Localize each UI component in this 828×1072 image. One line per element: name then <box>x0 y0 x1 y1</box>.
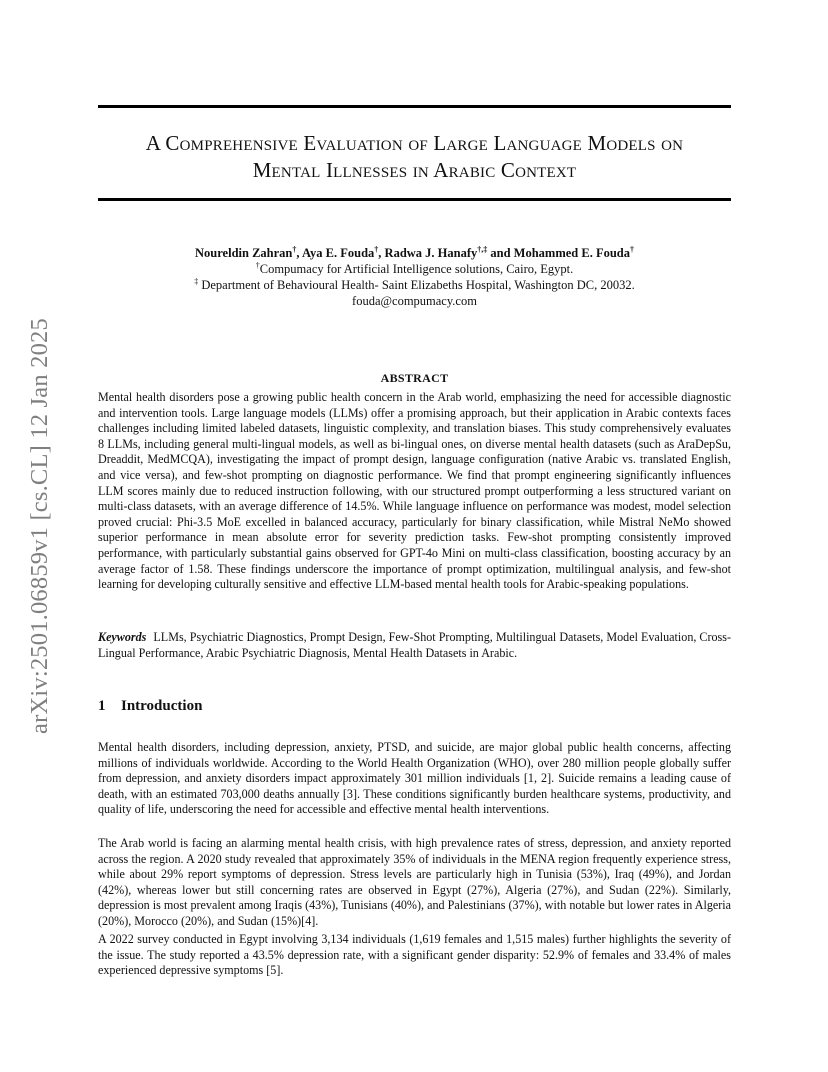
affiliation-mark: †,‡ <box>477 244 488 254</box>
keywords-text: LLMs, Psychiatric Diagnostics, Prompt Design, Few-Shot Prompting, Multilingual Datasets, Model Evaluation, Cross-Lingual Performance, Arabic Psychiatric Diagnosis, Mental Health Datasets in Arabic. <box>98 630 732 660</box>
contact-email[interactable]: fouda@compumacy.com <box>352 294 477 308</box>
author-block <box>98 245 731 309</box>
keywords-label: Keywords <box>98 630 147 644</box>
author-name: Radwa J. Hanafy <box>384 246 478 260</box>
affiliation-mark: † <box>630 244 634 254</box>
abstract-text: Mental health disorders pose a growing public health concern in the Arab world, emphasizing the need for accessible diagnostic and intervention tools. Large language models (LLMs) offer a promising approach, but their application in Arabic contexts faces challenges including limited labeled datasets, linguistic complexity, and translation biases. This study comprehensively evaluates 8 LLMs, including general multi-lingual models, as well as bi-lingual ones, on diverse mental health datasets (such as AraDepSu, Dreaddit, MedMCQA), investigating the impact of prompt design, language configuration (native Arabic vs. translated English, and vice versa), and few-shot prompting on diagnostic performance. We find that prompt engineering significantly influences LLM scores mainly due to reduced instruction following, with our structured prompt outperforming a less structured variant on multi-class datasets, with an average difference of 14.5%. While language influence on performance was modest, model selection proved crucial: Phi-3.5 MoE excelled in balanced accuracy, particularly for binary classification, while Mistral NeMo showed superior performance in mean absolute error for severity prediction tasks. Few-shot prompting consistently improved performance, with particularly substantial gains observed for GPT-4o Mini on multi-class classification, boosting accuracy by an average factor of 1.58. These findings underscore the importance of prompt optimization, multilingual analysis, and few-shot learning for developing culturally sensitive and effective LLM-based mental health tools for Arabic-speaking populations. <box>98 390 731 592</box>
intro-paragraph-3: A 2022 survey conducted in Egypt involving 3,134 individuals (1,619 females and 1,515 males) further highlights the severity of the issue. The study reported a 43.5% depression rate, with a significant gender disparity: 52.9% of females and 33.4% of males experienced depressive symptoms [5]. <box>98 932 731 978</box>
author-name: Noureldin Zahran <box>195 246 293 260</box>
affiliation-mark: † <box>374 244 379 254</box>
author-name: Mohammed E. Fouda <box>513 246 630 260</box>
author-list: Noureldin Zahran†, Aya E. Fouda†, Radwa J. Hanafy†,‡ and Mohammed E. Fouda† <box>195 244 634 260</box>
paper-title-line-2: Mental Illnesses in Arabic Context <box>252 158 577 182</box>
affiliation-mark: † <box>292 244 297 254</box>
affiliation-2 <box>98 277 731 293</box>
author-name: Aya E. Fouda <box>301 246 375 260</box>
affiliation-mark: † <box>255 260 260 270</box>
affiliation-text: Compumacy for Artificial Intelligence solutions, Cairo, Egypt. <box>259 262 574 276</box>
title-top-rule <box>98 105 731 108</box>
paper-title-line-1: A Comprehensive Evaluation of Large Language Models on <box>145 131 684 155</box>
section-heading-introduction <box>98 698 202 715</box>
section-title: Introduction <box>121 698 203 714</box>
paper-title <box>98 130 731 184</box>
affiliation-text: Department of Behavioural Health- Saint Elizabeths Hospital, Washington DC, 20032. <box>201 278 635 292</box>
author-conjunction: and <box>490 246 511 260</box>
arxiv-identifier[interactable]: arXiv:2501.06859v1 [cs.CL] 12 Jan 2025 <box>26 318 53 734</box>
title-bottom-rule <box>98 198 731 201</box>
affiliation-1 <box>98 261 731 277</box>
abstract-heading: ABSTRACT <box>380 371 449 385</box>
keywords-block <box>98 630 731 661</box>
intro-paragraph-1: Mental health disorders, including depression, anxiety, PTSD, and suicide, are major global public health concerns, affecting millions of individuals worldwide. According to the World Health Organization (WHO), over 280 million people globally suffer from depression, and anxiety disorders impact approximately 301 million individuals [1, 2]. Suicide remains a leading cause of death, with an estimated 703,000 deaths annually [3]. These conditions significantly burden healthcare systems, productivity, and quality of life, underscoring the need for accessible and effective mental health interventions. <box>98 740 731 817</box>
intro-paragraph-2: The Arab world is facing an alarming mental health crisis, with high prevalence rates of stress, depression, and anxiety reported across the region. A 2020 study revealed that approximately 35% of individuals in the MENA region frequently experience stress, while about 29% report symptoms of depression. Stress levels are particularly high in Tunisia (53%), Iraq (49%), and Jordan (42%), whereas lower but still concerning rates are observed in Egypt (27%), Algeria (27%), and Sudan (22%). Similarly, depression is most prevalent among Iraqis (43%), Tunisians (40%), and Palestinians (37%), with notable but lower rates in Algeria (20%), Morocco (20%), and Sudan (15%)[4]. <box>98 836 731 928</box>
affiliation-mark: ‡ <box>194 276 199 286</box>
section-number: 1 <box>98 698 106 714</box>
